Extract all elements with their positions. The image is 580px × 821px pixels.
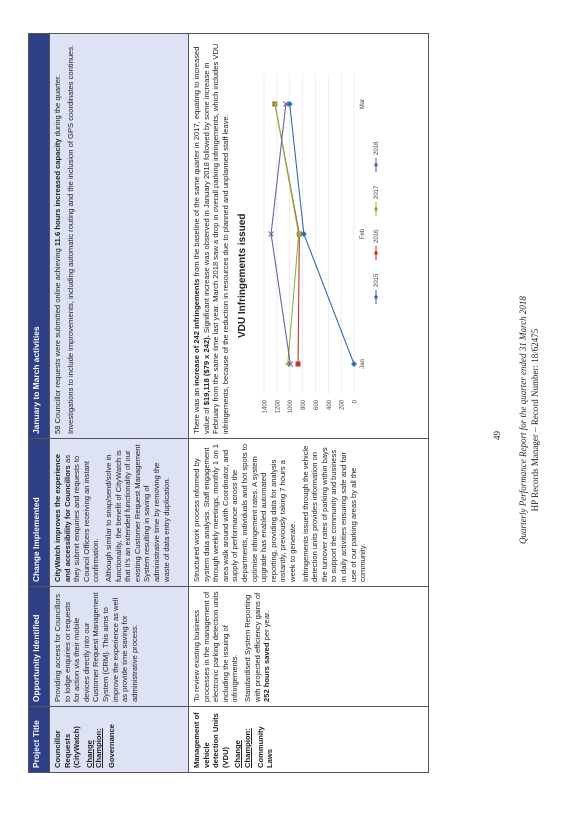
header-opportunity: Opportunity Identified bbox=[29, 587, 50, 707]
y-tick-label: 1400 bbox=[262, 400, 269, 414]
project-title-cell bbox=[189, 707, 429, 773]
table-header-row bbox=[29, 34, 50, 773]
champion-label: Change Champion: bbox=[233, 728, 252, 768]
champion-label: Change Champion: bbox=[84, 728, 104, 768]
opportunity-text-2 bbox=[243, 591, 272, 702]
data-point bbox=[296, 362, 301, 367]
activities-text bbox=[53, 38, 63, 434]
change-rest: as they submit enquiries and requests to Council Officers receiving an instant confirmation. bbox=[62, 454, 101, 582]
opportunity-text-c: per year. bbox=[262, 610, 272, 643]
header-change: Change Implemented bbox=[29, 439, 50, 587]
y-tick-label: 0 bbox=[352, 400, 359, 404]
landscape-page bbox=[28, 33, 438, 773]
legend-label: 2018 bbox=[374, 141, 381, 155]
opportunity-text: To review existing business processes in the management of electronic parking detection units including the issuing of infringements. bbox=[192, 591, 240, 702]
report-title: Quarterly Performance Report for the quarter ended 31 March 2018 bbox=[518, 296, 528, 544]
series-line-2018 bbox=[271, 104, 290, 364]
activities-cell bbox=[189, 34, 429, 439]
activities-text-2: Investigations to include improvements, including automatic routing and the inclusion of GPS coordinates continues. bbox=[65, 44, 75, 434]
activities-bold: increase of 242 infringements bbox=[192, 278, 201, 386]
x-tick-label: Mar bbox=[360, 98, 367, 110]
series-line-2017 bbox=[275, 104, 299, 364]
activities-text bbox=[192, 38, 230, 434]
activities-bold: 11.6 hours increased capacity bbox=[53, 138, 62, 247]
header-activities: January to March activities bbox=[29, 34, 50, 439]
champion-name: Community Laws bbox=[255, 726, 275, 768]
y-tick-label: 1200 bbox=[275, 400, 282, 414]
change-bold: CityWatch improves the experience and accessibility for Councillors bbox=[53, 453, 72, 582]
change-text-2: Infringements issued through the vehicle detection units provides information on the turnover rates of parking within bays to support the community and business in daily activities ensuring safe and fair use of our parking areas by all the community. bbox=[300, 445, 368, 582]
record-number: HP Records Manager – Record Number: 18/62475 bbox=[530, 328, 540, 512]
activities-cell bbox=[50, 34, 189, 439]
legend-marker bbox=[375, 163, 379, 167]
activities-text-c: during the quarter. bbox=[53, 74, 62, 139]
change-text: Structured work process informed by system data analysis. Staff engagement through weekly meetings, monthly 1 on 1 area walk around with Coordinator, and supply of performance across the departments, individuals and hot spots to optimise infringement rates. A system upgrade has enabled automated reporting, providing data for analysis instantly, previously taking 7 hours a week to generate. bbox=[192, 443, 297, 582]
x-tick-label: Jan bbox=[360, 359, 367, 369]
chart-svg bbox=[234, 42, 384, 434]
opportunity-cell bbox=[50, 587, 189, 707]
opportunity-text: Providing access for Councillors to lodge enquiries or requests for action via their mobile devices directly into our Customer Request Management System (CRM). This aims to improve the experience as well as provide time saving for administrative process. bbox=[53, 592, 139, 702]
opportunity-cell bbox=[189, 587, 429, 707]
series-line-2016 bbox=[275, 104, 299, 364]
legend-label: 2017 bbox=[374, 185, 381, 199]
change-text bbox=[53, 443, 101, 582]
legend-marker bbox=[375, 295, 379, 299]
legend-marker bbox=[375, 251, 379, 255]
project-title-cell bbox=[50, 707, 189, 773]
table-row bbox=[189, 34, 429, 773]
y-tick-label: 400 bbox=[327, 400, 334, 411]
page-footer bbox=[492, 200, 560, 640]
change-text-2: Although similar to snap/send/solve in functionality, the benefit of CityWatch is that it's an extended functionality of our existing Customer Request Management System resulting in saving of administrative time by removing the waste of data entry duplication. bbox=[103, 444, 171, 582]
header-project-title: Project Title bbox=[29, 707, 50, 773]
y-tick-label: 200 bbox=[340, 400, 347, 411]
activities-text-b: from the baseline of the same quarter in 2017, equating to increased value of bbox=[192, 46, 211, 434]
project-title: Management of vehicle detection Units (VDU) bbox=[192, 712, 230, 768]
page-number: 49 bbox=[492, 431, 502, 440]
table-row bbox=[50, 34, 189, 773]
activities-text-a: There was an bbox=[192, 385, 201, 434]
legend-label: 2015 bbox=[374, 273, 381, 287]
activities-text-a: 58 Councillor requests were submitted online achieving bbox=[53, 246, 62, 434]
y-tick-label: 800 bbox=[301, 400, 308, 411]
y-tick-label: 600 bbox=[314, 400, 321, 411]
legend-label: 2016 bbox=[374, 229, 381, 243]
change-cell bbox=[50, 439, 189, 587]
data-point bbox=[351, 361, 357, 367]
champion-name: Governance bbox=[106, 724, 116, 768]
opportunity-text-b: Standardised System Reporting with projected efficiency gains of bbox=[242, 592, 262, 702]
project-title: Councillor Requests (CityWatch) bbox=[53, 726, 82, 768]
x-tick-label: Feb bbox=[360, 228, 367, 240]
activities-bold-2: $19,118 ($79 x 242). bbox=[201, 335, 211, 406]
activities-text-c: Significant increase was observed in January 2018 followed by some increase in February from the same time last year. March 2018 saw a drop in overall parking infringements, which includes VDU infringements, because of the reduction in resources due to planned and unplanned staff leave. bbox=[201, 43, 230, 434]
project-table bbox=[28, 33, 429, 773]
chart-title: VDU Infringements issued bbox=[237, 213, 249, 338]
change-cell bbox=[189, 439, 429, 587]
opportunity-bold: 252 hours saved bbox=[262, 642, 272, 702]
vdu-chart bbox=[234, 42, 384, 434]
legend-marker bbox=[375, 207, 379, 211]
y-tick-label: 1000 bbox=[288, 400, 295, 414]
